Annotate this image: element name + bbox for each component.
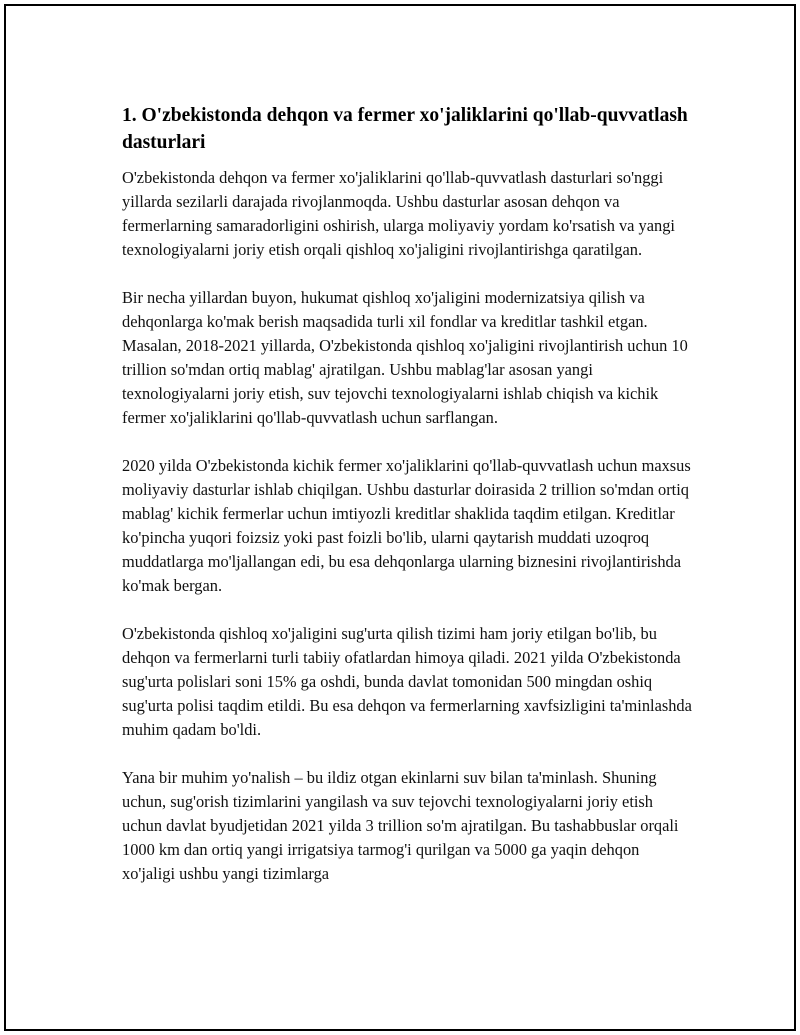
- paragraph-2: Bir necha yillardan buyon, hukumat qishloq xo'jaligini modernizatsiya qilish va dehqonlarga ko'mak berish maqsadida turli xil fondlar va kreditlar tashkil etgan. Masalan, 2018-2021 yillarda, O'zbekistonda qishloq xo'jaligini rivojlantirish uchun 10 trillion so'mdan ortiq mablag' ajratilgan. Ushbu mablag'lar asosan yangi texnologiyalarni joriy etish, suv tejovchi texnologiyalarni ishlab chiqish va kichik fermer xo'jaliklarini qo'llab-quvvatlash uchun sarflangan.: [122, 288, 688, 427]
- document-body: [122, 102, 694, 910]
- paragraph-3: 2020 yilda O'zbekistonda kichik fermer xo'jaliklarini qo'llab-quvvatlash uchun maxsus moliyaviy dasturlar ishlab chiqilgan. Ushbu dasturlar doirasida 2 trillion so'mdan ortiq mablag' kichik fermerlar uchun imtiyozli kreditlar shaklida taqdim etilgan. Kreditlar ko'pincha yuqori foizsiz yoki past foizli bo'lib, ularni qaytarish muddati uzoqroq muddatlarga mo'ljallangan edi, bu esa dehqonlarga ularning biznesini rivojlantirishda ko'mak bergan.: [122, 456, 691, 595]
- paragraph-1: O'zbekistonda dehqon va fermer xo'jaliklarini qo'llab-quvvatlash dasturlari so'nggi yillarda sezilarli darajada rivojlanmoqda. Ushbu dasturlar asosan dehqon va fermerlarning samaradorligini oshirish, ularga moliyaviy yordam ko'rsatish va yangi texnologiyalarni joriy etish orqali qishloq xo'jaligini rivojlantirishga qaratilgan.: [122, 168, 675, 259]
- paragraph-5: Yana bir muhim yo'nalish – bu ildiz otgan ekinlarni suv bilan ta'minlash. Shuning uchun, sug'orish tizimlarini yangilash va suv tejovchi texnologiyalarni joriy etish uchun davlat byudjetidan 2021 yilda 3 trillion so'm ajratilgan. Bu tashabbuslar orqali 1000 km dan ortiq yangi irrigatsiya tarmog'i qurilgan va 5000 ga yaqin dehqon xo'jaligi ushbu yangi tizimlarga: [122, 768, 679, 883]
- section-heading: 1. O'zbekistonda dehqon va fermer xo'jaliklarini qo'llab-quvvatlash dasturlari: [122, 105, 688, 153]
- page-frame: [4, 4, 796, 1031]
- paragraph-4: O'zbekistonda qishloq xo'jaligini sug'urta qilish tizimi ham joriy etilgan bo'lib, bu dehqon va fermerlarni turli tabiiy ofatlardan himoya qiladi. 2021 yilda O'zbekistonda sug'urta polislari soni 15% ga oshdi, bunda davlat tomonidan 500 mingdan oshiq sug'urta polisi taqdim etildi. Bu esa dehqon va fermerlarning xavfsizligini ta'minlashda muhim qadam bo'ldi.: [122, 624, 692, 739]
